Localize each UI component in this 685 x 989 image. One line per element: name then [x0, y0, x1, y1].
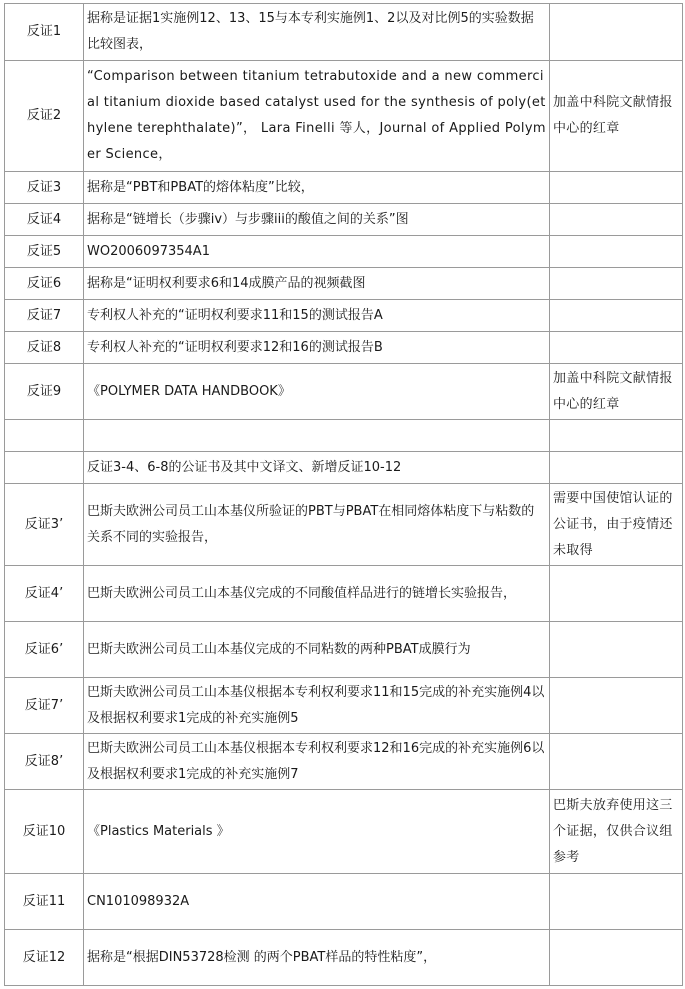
- evidence-description: CN101098932A: [84, 874, 550, 930]
- evidence-label: 反证6: [5, 268, 84, 300]
- table-row: [5, 484, 683, 566]
- evidence-label: 反证8: [5, 332, 84, 364]
- table-row: [5, 300, 683, 332]
- evidence-label: 反证11: [5, 874, 84, 930]
- evidence-note: [550, 622, 683, 678]
- evidence-label: [5, 420, 84, 452]
- evidence-description: WO2006097354A1: [84, 236, 550, 268]
- evidence-description: 据称是“根据DIN53728检测 的两个PBAT样品的特性粘度”，: [84, 930, 550, 986]
- evidence-note: [550, 678, 683, 734]
- evidence-description: 巴斯夫欧洲公司员工山本基仪完成的不同粘数的两种PBAT成膜行为: [84, 622, 550, 678]
- table-row: [5, 874, 683, 930]
- table-row: [5, 930, 683, 986]
- evidence-description: 专利权人补充的“证明权利要求11和15的测试报告A: [84, 300, 550, 332]
- evidence-description: 《POLYMER DATA HANDBOOK》: [84, 364, 550, 420]
- table-row: [5, 622, 683, 678]
- table-row: [5, 204, 683, 236]
- table-row: [5, 452, 683, 484]
- evidence-description: 据称是“PBT和PBAT的熔体粘度”比较，: [84, 172, 550, 204]
- evidence-description: “Comparison between titanium tetrabutoxide and a new commercial titanium dioxide based catalyst used for the synthesis of poly(ethylene terephthalate)”， Lara Finelli 等人，Journal of Applied Polymer Science，: [84, 61, 550, 172]
- evidence-label: 反证6’: [5, 622, 84, 678]
- evidence-note: 加盖中科院文献情报中心的红章: [550, 364, 683, 420]
- evidence-description: 据称是证据1实施例12、13、15与本专利实施例1、2以及对比例5的实验数据比较图表，: [84, 4, 550, 61]
- table-row: [5, 678, 683, 734]
- evidence-note: [550, 300, 683, 332]
- evidence-label: 反证4’: [5, 566, 84, 622]
- evidence-note: [550, 930, 683, 986]
- evidence-note: 需要中国使馆认证的公证书，由于疫情还未取得: [550, 484, 683, 566]
- evidence-description: 反证3-4、6-8的公证书及其中文译文、新增反证10-12: [84, 452, 550, 484]
- evidence-note: [550, 734, 683, 790]
- evidence-label: 反证3: [5, 172, 84, 204]
- evidence-description: 巴斯夫欧洲公司员工山本基仪根据本专利权利要求12和16完成的补充实施例6以及根据权利要求1完成的补充实施例7: [84, 734, 550, 790]
- evidence-note: [550, 566, 683, 622]
- evidence-description: 《Plastics Materials 》: [84, 790, 550, 874]
- evidence-note: 加盖中科院文献情报中心的红章: [550, 61, 683, 172]
- evidence-description: 巴斯夫欧洲公司员工山本基仪完成的不同酸值样品进行的链增长实验报告，: [84, 566, 550, 622]
- evidence-label: 反证4: [5, 204, 84, 236]
- evidence-label: [5, 452, 84, 484]
- table-row: [5, 268, 683, 300]
- evidence-note: [550, 420, 683, 452]
- table-row: [5, 332, 683, 364]
- evidence-note: [550, 172, 683, 204]
- table-row: [5, 364, 683, 420]
- table-row: [5, 4, 683, 61]
- evidence-note: [550, 874, 683, 930]
- table-row: [5, 172, 683, 204]
- evidence-description: 巴斯夫欧洲公司员工山本基仪所验证的PBT与PBAT在相同熔体粘度下与粘数的关系不同的实验报告，: [84, 484, 550, 566]
- table-row: [5, 420, 683, 452]
- evidence-note: [550, 236, 683, 268]
- evidence-table: [4, 3, 683, 986]
- evidence-label: 反证8’: [5, 734, 84, 790]
- evidence-label: 反证5: [5, 236, 84, 268]
- evidence-label: 反证1: [5, 4, 84, 61]
- evidence-label: 反证3’: [5, 484, 84, 566]
- table-row: [5, 236, 683, 268]
- evidence-note: [550, 452, 683, 484]
- evidence-label: 反证7’: [5, 678, 84, 734]
- evidence-description: [84, 420, 550, 452]
- evidence-label: 反证12: [5, 930, 84, 986]
- table-row: [5, 61, 683, 172]
- evidence-description: 专利权人补充的“证明权利要求12和16的测试报告B: [84, 332, 550, 364]
- table-row: [5, 734, 683, 790]
- evidence-label: 反证7: [5, 300, 84, 332]
- evidence-description: 据称是“证明权利要求6和14成膜产品的视频截图: [84, 268, 550, 300]
- evidence-note: [550, 204, 683, 236]
- evidence-note: [550, 332, 683, 364]
- table-row: [5, 790, 683, 874]
- evidence-label: 反证10: [5, 790, 84, 874]
- evidence-note: 巴斯夫放弃使用这三个证据，仅供合议组参考: [550, 790, 683, 874]
- evidence-description: 据称是“链增长（步骤iv）与步骤iii的酸值之间的关系”图: [84, 204, 550, 236]
- evidence-label: 反证2: [5, 61, 84, 172]
- evidence-label: 反证9: [5, 364, 84, 420]
- evidence-note: [550, 4, 683, 61]
- evidence-note: [550, 268, 683, 300]
- table-row: [5, 566, 683, 622]
- evidence-description: 巴斯夫欧洲公司员工山本基仪根据本专利权利要求11和15完成的补充实施例4以及根据权利要求1完成的补充实施例5: [84, 678, 550, 734]
